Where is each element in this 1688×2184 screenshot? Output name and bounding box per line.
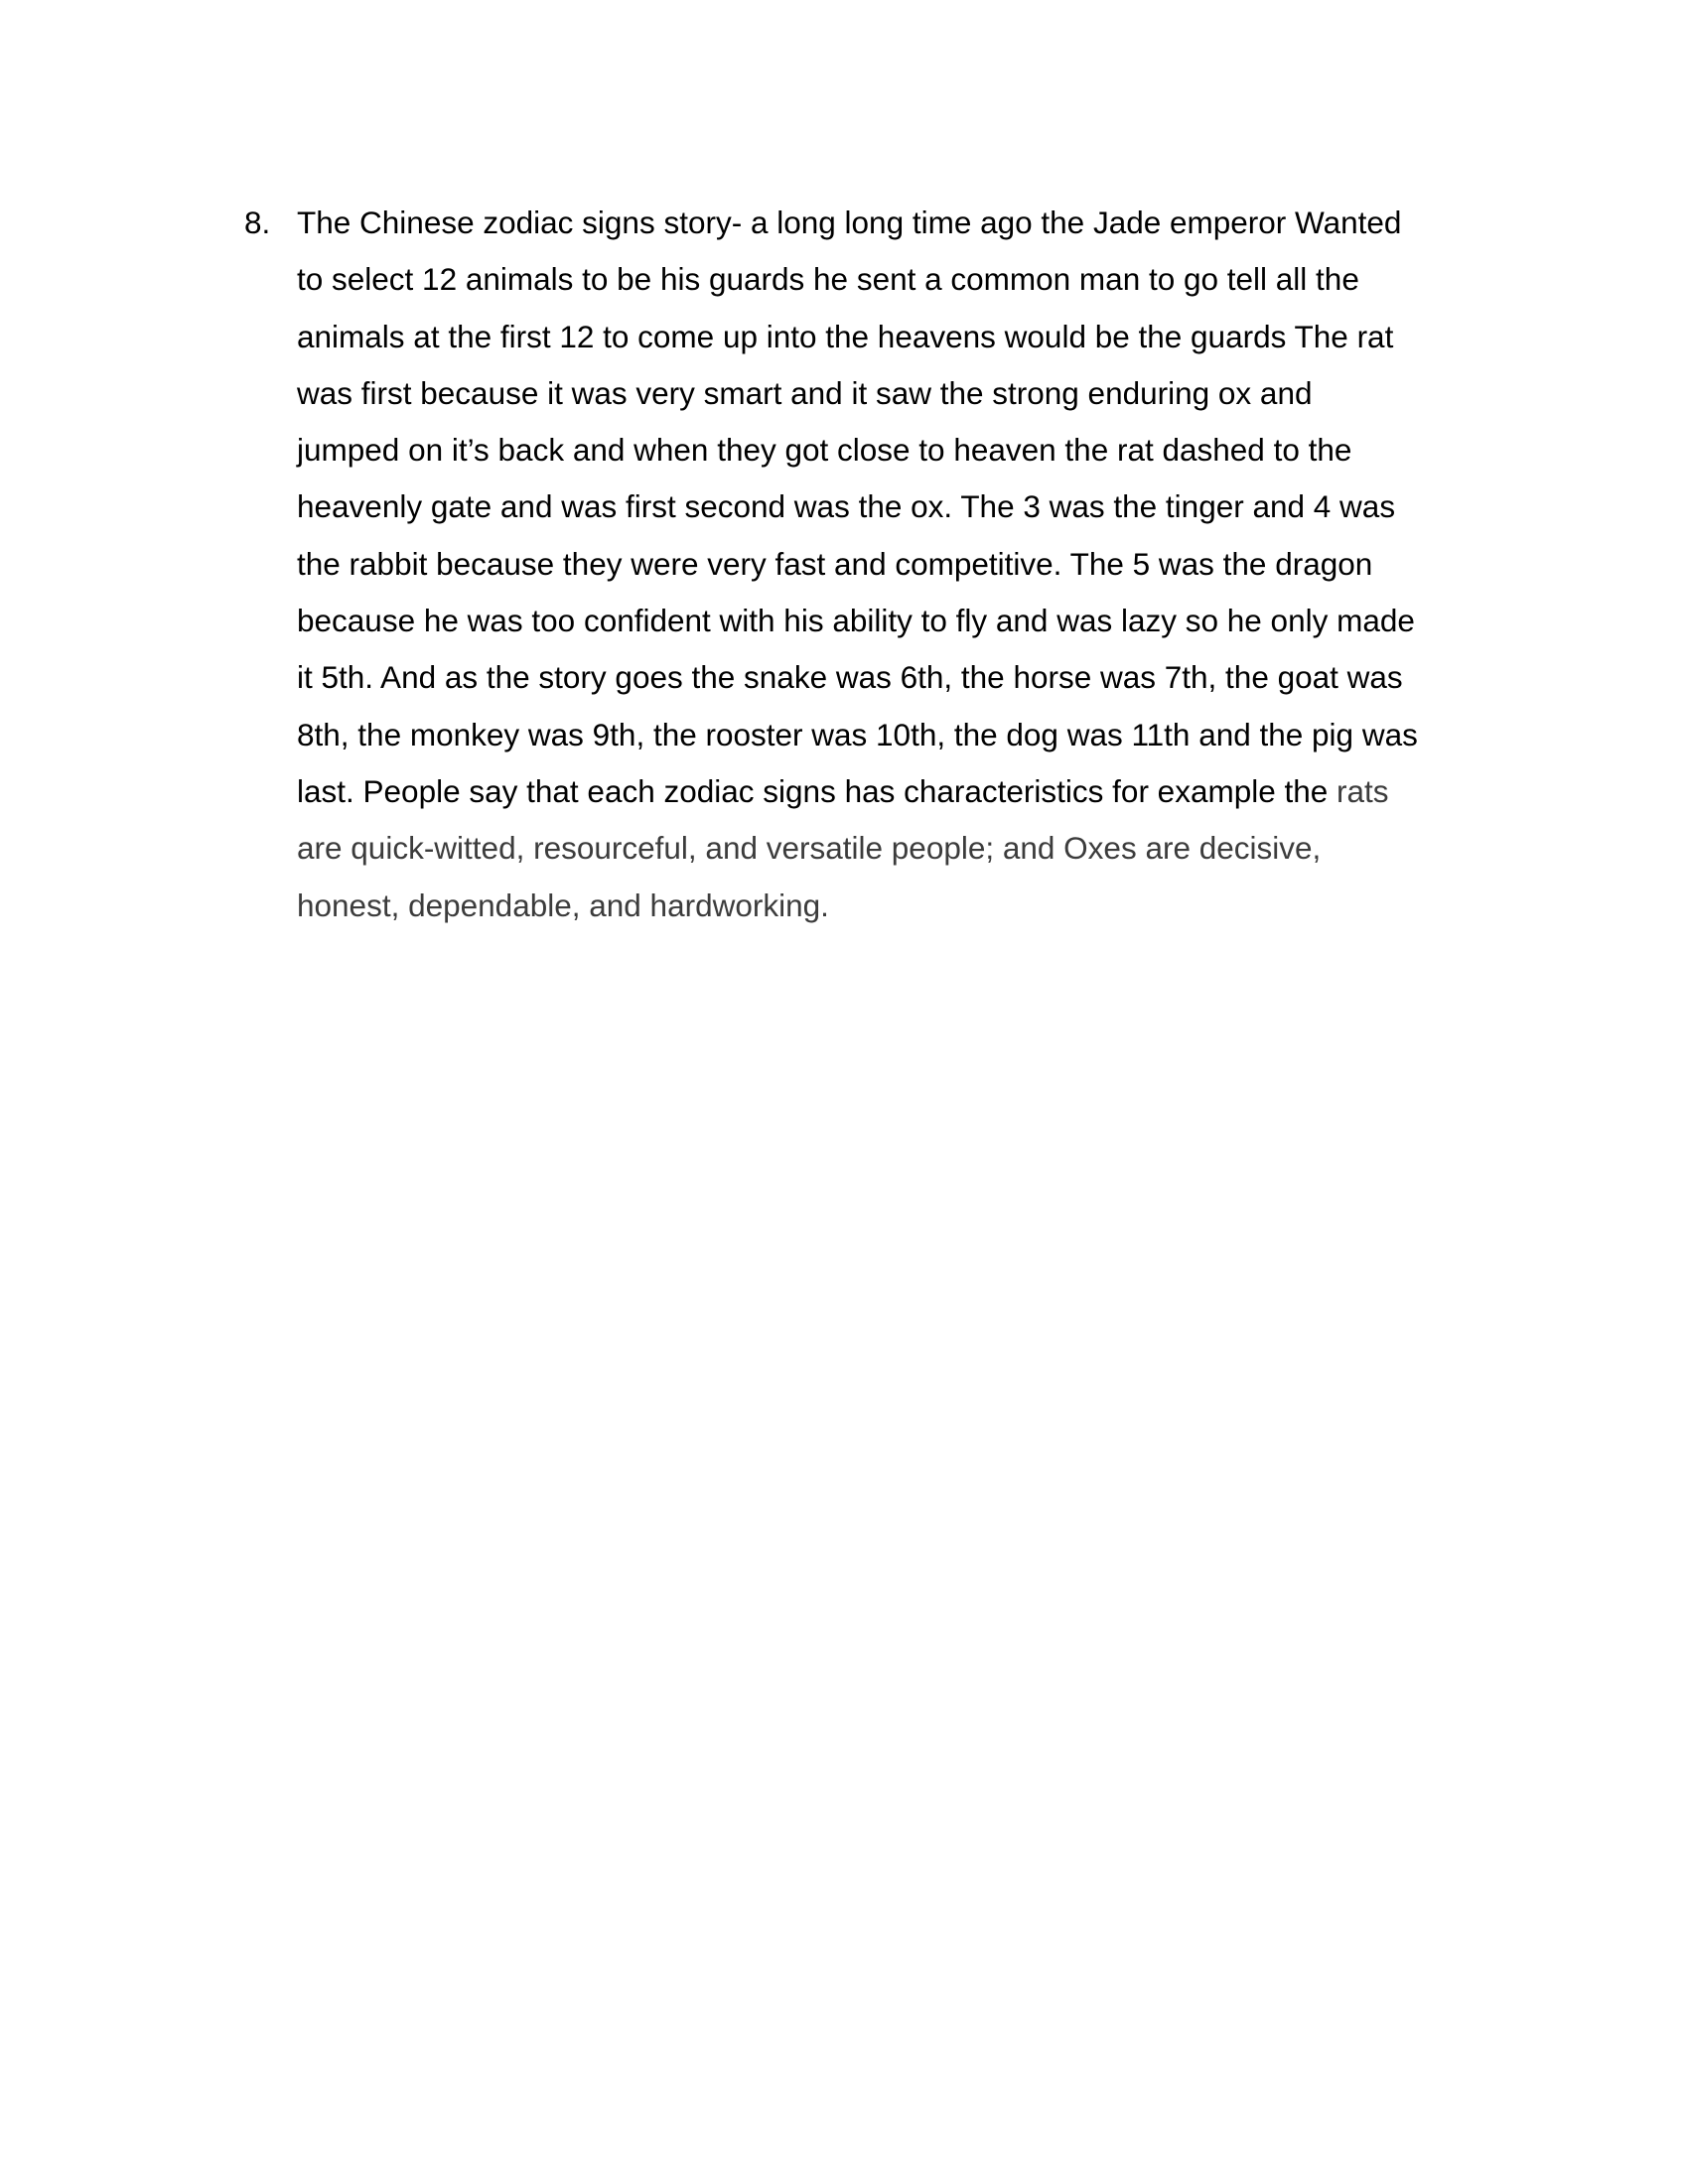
paragraph-line-mixed xyxy=(297,763,1495,820)
paragraph-line: the rabbit because they were very fast and competitive. The 5 was the dragon xyxy=(297,545,1373,582)
paragraph-zodiac-story xyxy=(297,195,1495,934)
paragraph-line: to select 12 animals to be his guards he sent a common man to go tell all the xyxy=(297,261,1359,298)
list-item-number: 8. xyxy=(244,205,271,240)
quoted-text-line: are quick-witted, resourceful, and versatile people; and Oxes are decisive, xyxy=(297,830,1322,867)
paragraph-line: The Chinese zodiac signs story- a long long time ago the Jade emperor Wanted xyxy=(297,205,1402,240)
paragraph-line: 8th, the monkey was 9th, the rooster was 10th, the dog was 11th and the pig was xyxy=(297,716,1418,752)
paragraph-line: it 5th. And as the story goes the snake was 6th, the horse was 7th, the goat was xyxy=(297,659,1403,696)
paragraph-line: animals at the first 12 to come up into the heavens would be the guards The rat xyxy=(297,318,1394,354)
quoted-text-line: honest, dependable, and hardworking. xyxy=(297,887,829,923)
paragraph-line: because he was too confident with his ability to fly and was lazy so he only made xyxy=(297,603,1415,639)
quoted-text: rats xyxy=(1336,772,1389,809)
paragraph-text: last. People say that each zodiac signs has characteristics for example the xyxy=(297,772,1337,809)
paragraph-line: heavenly gate and was first second was the ox. The 3 was the tinger and 4 was xyxy=(297,488,1396,525)
paragraph-line: jumped on it’s back and when they got close to heaven the rat dashed to the xyxy=(297,432,1352,469)
paragraph-line: was first because it was very smart and it saw the strong enduring ox and xyxy=(297,374,1313,411)
